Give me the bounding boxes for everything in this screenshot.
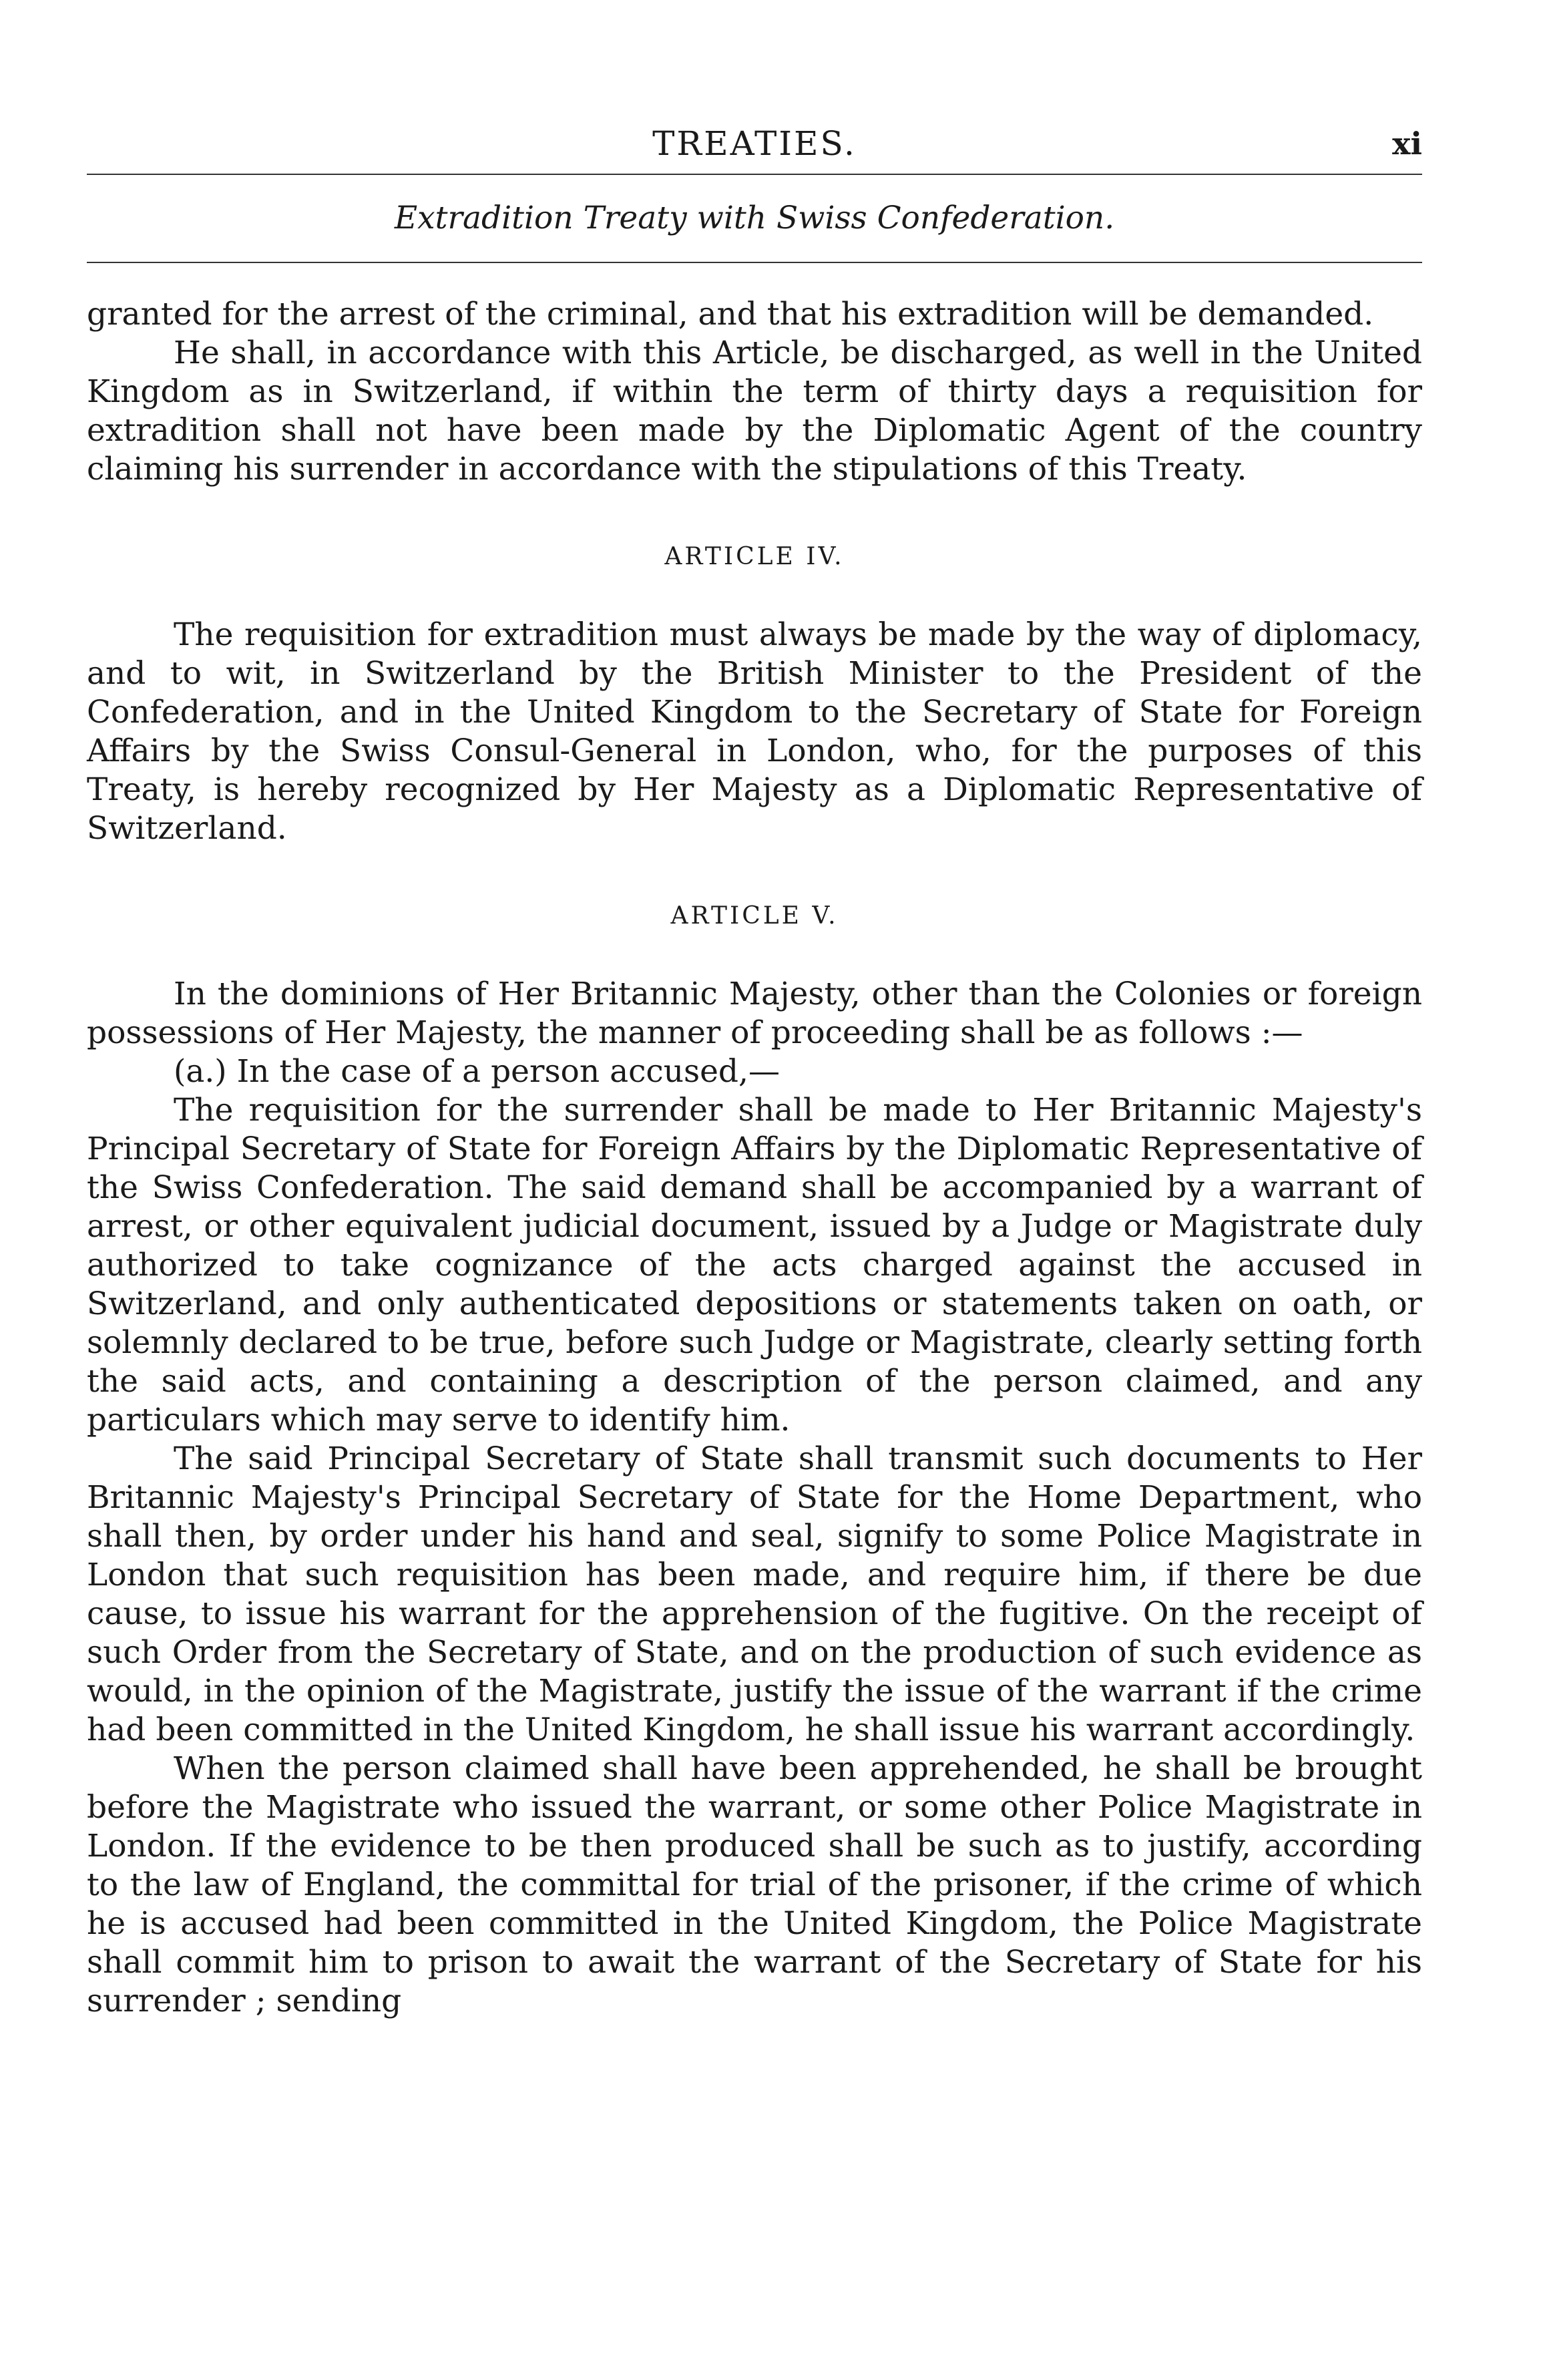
paragraph-apprehended: When the person claimed shall have been apprehended, he shall be brought before the Magistrate who issued the warrant, or some other Police Magistrate in London. If the evidence to be then produced shall be such as to justify, according to the law of England, the committal for trial of the prisoner, if the crime of which he is accused had been committed in the United Kingdom, the Police Magistrate shall commit him to prison to await the warrant of the Secretary of State for his surrender ; sending <box>87 1750 1422 2019</box>
running-head <box>87 114 1422 174</box>
paragraph-case-a: (a.) In the case of a person accused,— <box>174 1053 780 1090</box>
article-v-heading: ARTICLE V. <box>670 902 839 930</box>
page-number: xi <box>1392 126 1422 162</box>
running-title: TREATIES. <box>652 124 857 163</box>
header-rule-bottom <box>87 262 1422 263</box>
paragraph-secretary: The said Principal Secretary of State shall transmit such documents to Her Britannic Majesty's Principal Secretary of State for the Home Department, who shall then, by order under his hand and seal, signify to some Police Magistrate in London that such requisition has been made, and require him, if there be due cause, to issue his warrant for the apprehension of the fugitive. On the receipt of such Order from the Secretary of State, and on the production of such evidence as would, in the opinion of the Magistrate, justify the issue of the warrant if the crime had been committed in the United Kingdom, he shall issue his warrant accordingly. <box>87 1440 1422 1748</box>
article-iv-heading: ARTICLE IV. <box>664 543 845 570</box>
paragraph-article-iv: The requisition for extradition must always be made by the way of diplomacy, and to wit, in Switzerland by the British Minister to the President of the Confederation, and in the United Kingdom to the Secretary of State for Foreign Affairs by the Swiss Consul-General in London, who, for the purposes of this Treaty, is hereby recognized by Her Majesty as a Diplomatic Representative of Switzerland. <box>87 616 1422 847</box>
document-page <box>87 114 1422 2021</box>
paragraph-requisition: The requisition for the surrender shall be made to Her Britannic Majesty's Principal Secretary of State for Foreign Affairs by the Diplomatic Representative of the Swiss Confederation. The said demand shall be accompanied by a warrant of arrest, or other equivalent judicial document, issued by a Judge or Magistrate duly authorized to take cognizance of the acts charged against the accused in Switzerland, and only authenticated depositions or statements taken on oath, or solemnly declared to be true, before such Judge or Magistrate, clearly setting forth the said acts, and containing a description of the person claimed, and any particulars which may serve to identify him. <box>87 1092 1422 1438</box>
paragraph-continued: granted for the arrest of the criminal, and that his extradition will be demanded. <box>87 296 1374 333</box>
body-text <box>87 295 1422 2021</box>
treaty-subtitle: Extradition Treaty with Swiss Confederation. <box>394 200 1115 236</box>
paragraph-discharge: He shall, in accordance with this Article, be discharged, as well in the United Kingdom as in Switzerland, if within the term of thirty days a requisition for extradition shall not have been made by the Diplomatic Agent of the country claiming his surrender in accordance with the stipulations of this Treaty. <box>87 335 1422 487</box>
paragraph-article-v-intro: In the dominions of Her Britannic Majesty, other than the Colonies or foreign possessions of Her Majesty, the manner of proceeding shall be as follows :— <box>87 976 1422 1051</box>
